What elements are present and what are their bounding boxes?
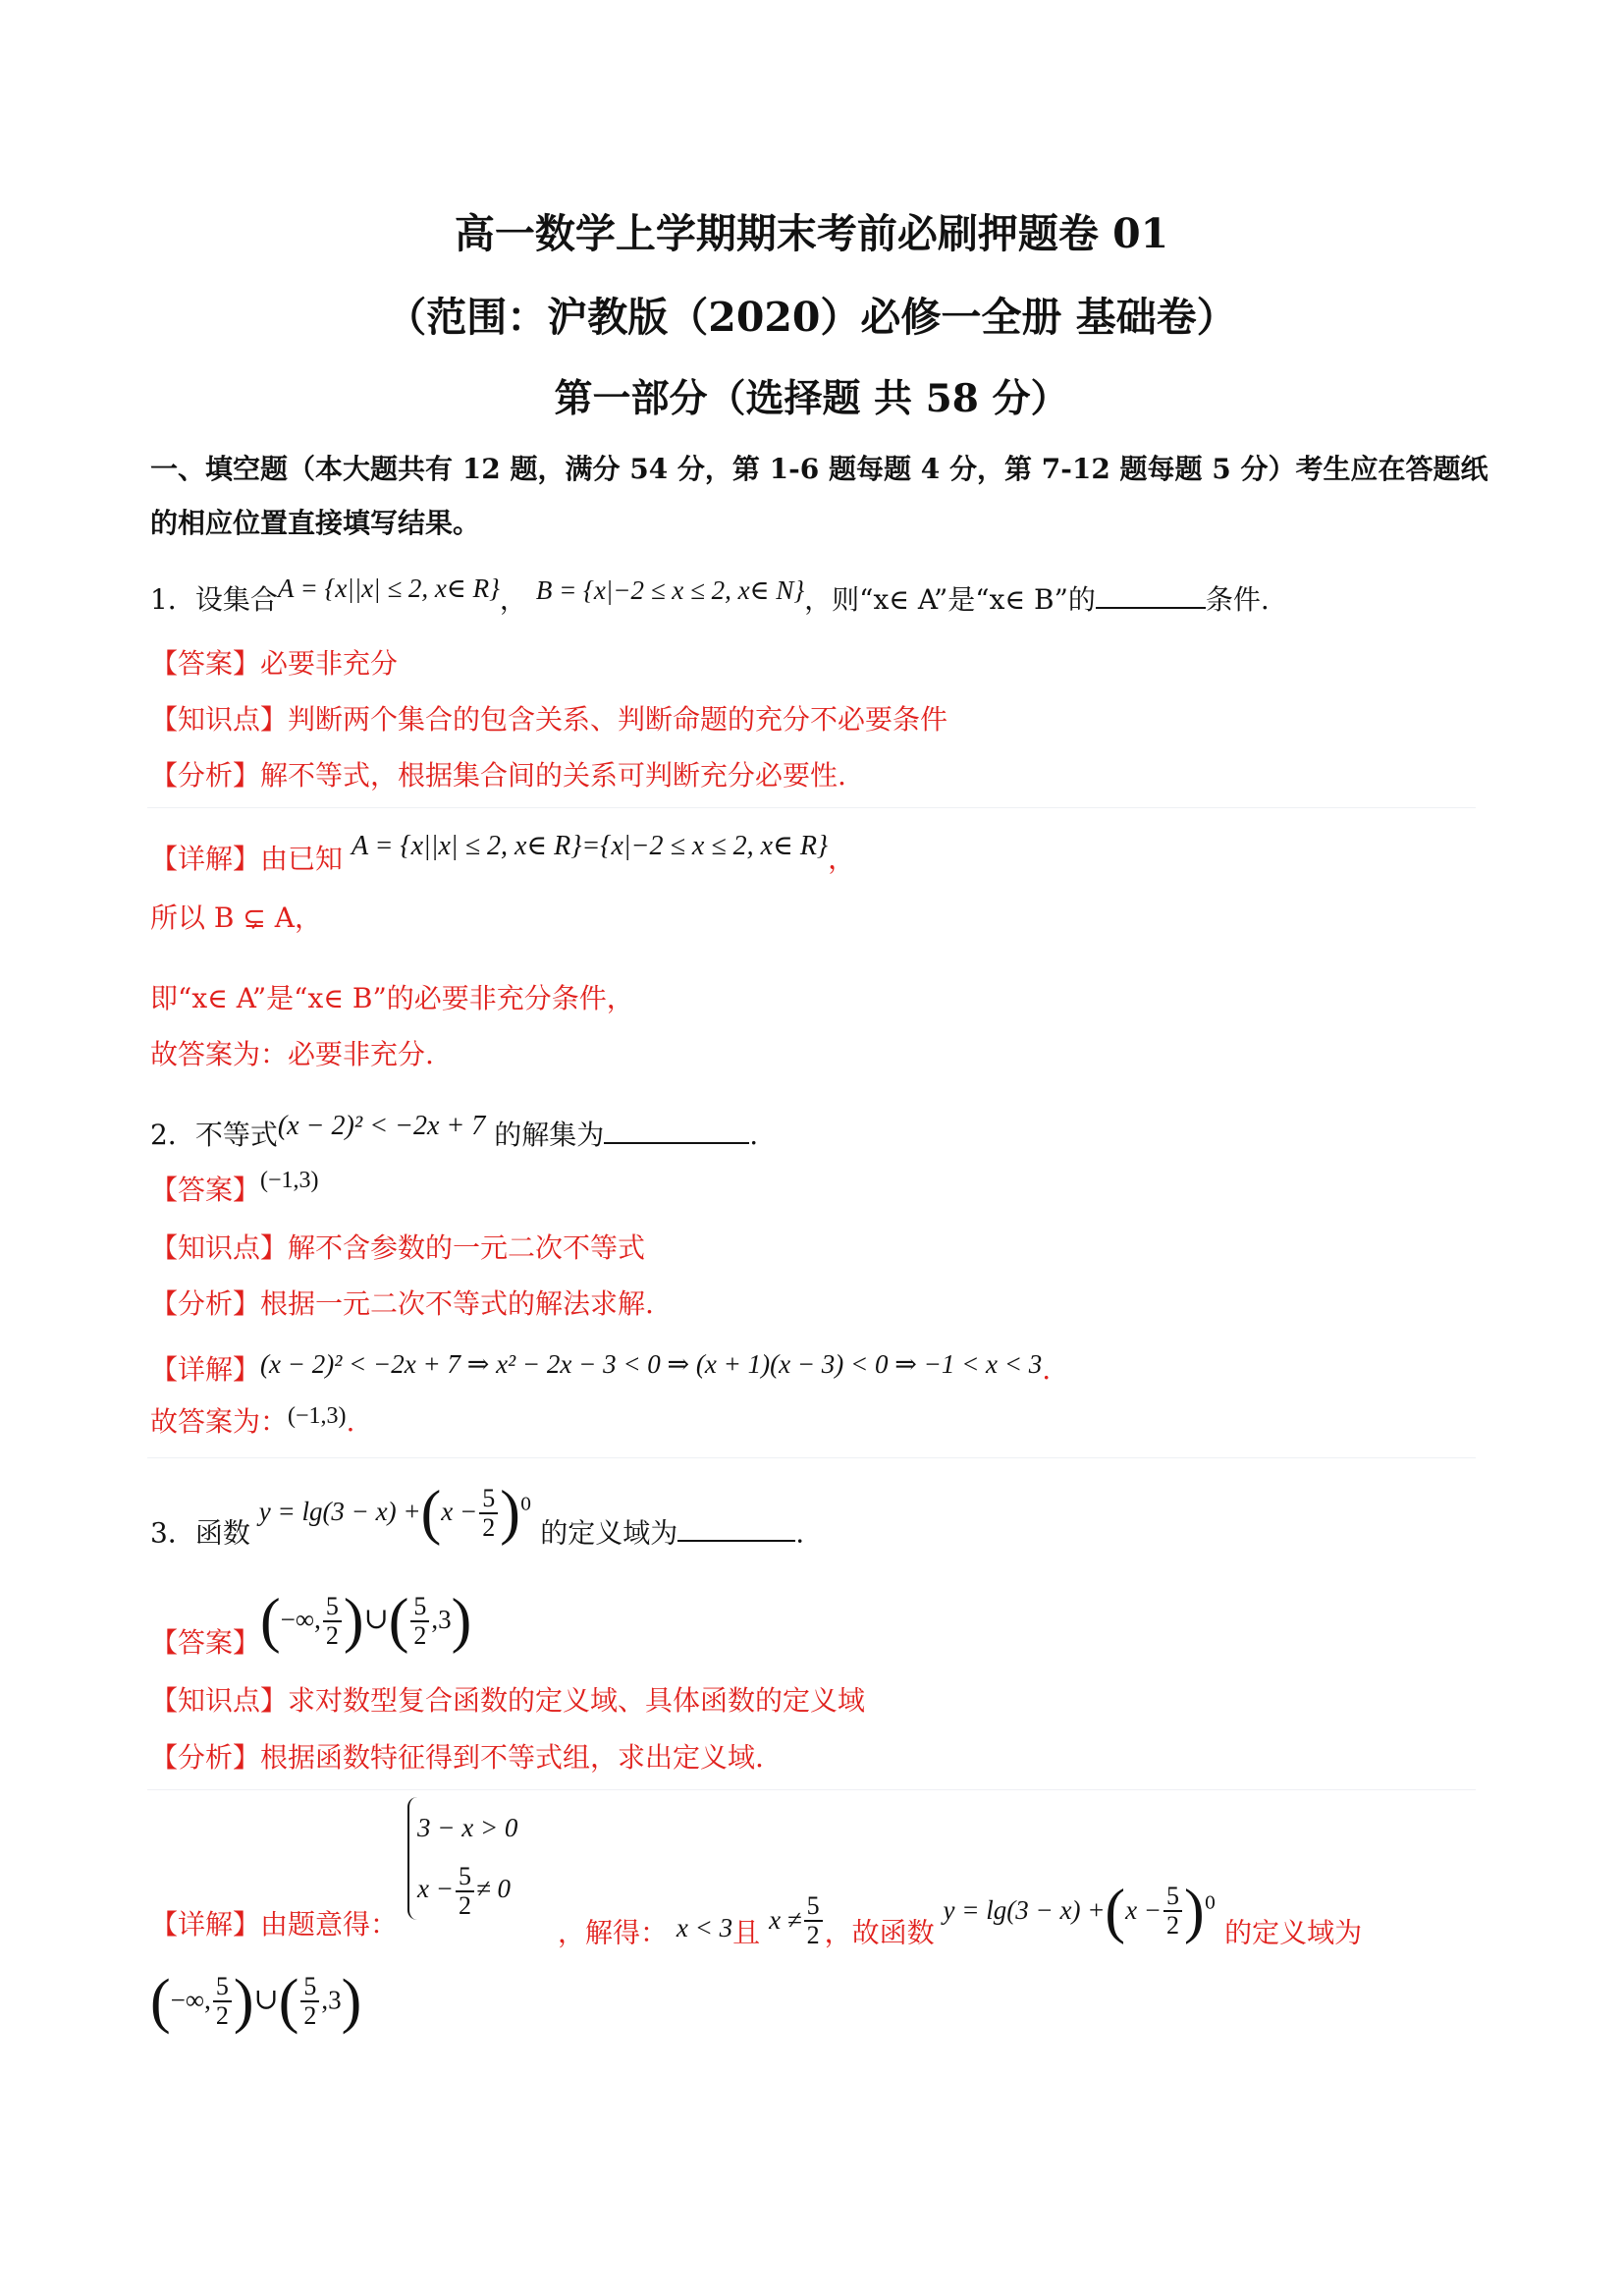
q1-detail-line2: 所以 B ⊊ A， [150,902,322,934]
section-instructions-line1: 一、填空题（本大题共有 12 题，满分 54 分，第 1-6 题每题 4 分，第 7-12 题每题 5 分）考生应在答题纸 [150,453,1488,485]
q2-analysis [150,1285,654,1324]
detail-label: 【详解】 [150,843,261,875]
answer-label: 【答案】 [150,1626,261,1659]
divider [147,1457,1476,1458]
q2-answer-blank [604,1115,749,1144]
q1-prefix: 1．设集合 [150,583,278,616]
q1-detail-math: A = {x||x| ≤ 2, x∈ R}={x|−2 ≤ x ≤ 2, x∈ R} [351,831,829,861]
answer-label: 【答案】 [150,1174,261,1206]
q3-sys-line2-b: ≠ 0 [475,1874,512,1903]
q3-math: y = lg(3 − x) + [258,1497,421,1527]
analysis-label: 【分析】 [150,1741,261,1774]
q1-analysis-text: 解不等式，根据集合间的关系可判断充分必要性. [260,759,846,792]
q1-answer-blank [1096,579,1206,609]
analysis-label: 【分析】 [150,1287,261,1320]
q2-detail-end: . [1042,1353,1052,1386]
q2-final-prefix: 故答案为： [150,1405,289,1438]
question-1 [150,574,1270,620]
q3-detail-prefix: 由题意得： [260,1908,399,1941]
q3-answer-right: 3 [438,1605,452,1634]
q2-knowledge-text: 解不含参数的一元二次不等式 [288,1231,646,1264]
q2-suffix: 的解集为 [494,1119,605,1151]
q3-detail-result: (−∞, $\frac{5}{2}$ )∪( $\frac{5}{2}$ ,3) [150,1968,362,2035]
q3-prefix: 3．函数 [150,1516,250,1550]
page-subtitle: （范围：沪教版（2020）必修一全册 基础卷） [386,294,1237,341]
q1-detail-prefix: 由已知 [260,843,344,875]
q1-knowledge-text: 判断两个集合的包含关系、判断命题的充分不必要条件 [288,703,948,736]
q1-detail-line4: 故答案为：必要非充分. [150,1038,434,1070]
q1-suffix: 条件. [1205,583,1270,616]
q2-final-end: . [346,1405,355,1438]
part-title: 第一部分（选择题 共 58 分） [554,376,1069,421]
question-3: 3．函数 y = lg(3 − x) +(x − $\frac{5}{2}$ )$^0$ 的定义域为 . [150,1479,805,1550]
q1-detail-line3: 即“x∈ A”是“x∈ B”的必要非充分条件， [150,982,634,1014]
q2-knowledge [150,1229,645,1268]
q2-detail [150,1350,1051,1390]
document-page: 高一数学上学期期末考前必刷押题卷 01 （范围：沪教版（2020）必修一全册 基础卷） 第一部分（选择题 共 58 分） 一、填空题（本大题共有 12 题，满分 54 分，第 1-6 题每题 4 分，第 7-12 题每题 5 分）考生应在答题纸 的相应位置直接填写结果。 1．设集合A = {x||x| ≤ 2, x∈ R}， B = {x|−2 ≤ x ≤ 2, x∈ N}，则“x∈ A”是“x∈ B”的 条件. 【答案】必要非充分 【知识点】判断两个集合的包含关系、判断命题的充分不必要条件 【分析】解不等式，根据集合间的关系可判断充分必要性. 【详解】由已知 A = {x||x| ≤ 2, x∈ R}={x|−2 ≤ x ≤ 2, x∈ R}， 所以 B ⊊ A， 即“x∈ A”是“x∈ B”的必要非充分条件， 故答案为：必要非充分. 2．不等式(x − 2)² < −2x + 7 的解集为 . 【答案】(−1,3) 【知识点】解不含参数的一元二次不等式 【分析】根据一元二次不等式的解法求解. 【详解】(x − 2)² < −2x + 7 ⇒ x² − 2x − 3 < 0 ⇒ (x + 1)(x − 3) < 0 ⇒ −1 < x < 3. 故答案为：(−1,3). 3．函数 y = lg(3 − x) +(x − $\frac{5}{2}$ )$^0$ 的定义域为 . 【答案】(−∞, $\frac{5}{2}$ )∪( $\frac{5}{2}$ ,3) 【知识点】求对数型复合函数的定义域、具体函数的定义域 【分析】根据函数特征得到不等式组，求出定义域. 【详解】由题意得： 3 − x > 0 x − $\frac{5}{2}$ ≠ 0 ，解得： x < 3且 x ≠ $\frac{5}{2}$ ，故函数 y = lg(3 − x) +(x − $\frac{5}{2}$ )$^0$ 的定义域为 (−∞, $\frac{5}{2}$ )∪( $\frac{5}{2}$ ,3) [0,0,1623,2296]
knowledge-label: 【知识点】 [150,703,289,736]
divider [147,807,1476,808]
q2-prefix: 2．不等式 [150,1119,278,1151]
detail-label: 【详解】 [150,1908,261,1941]
q2-answer-text: (−1,3) [260,1168,319,1193]
q3-analysis-text: 根据函数特征得到不等式组，求出定义域. [260,1741,764,1774]
q2-final [150,1402,354,1444]
q1-analysis [150,756,846,795]
question-2 [150,1111,759,1156]
q3-answer: 【答案】(−∞, $\frac{5}{2}$ )∪( $\frac{5}{2}$ ,3) [150,1587,472,1659]
q3-answer-left: −∞, [280,1605,321,1634]
q3-detail-x3: x < 3 [676,1912,733,1942]
detail-label: 【详解】 [150,1353,261,1386]
q2-math: (x − 2)² < −2x + 7 [277,1111,486,1141]
q1-detail [150,831,856,880]
q3-sys-line1: 3 − x > 0 [417,1813,518,1842]
q1-answer-text: 必要非充分 [260,647,399,680]
q1-detail-end: ， [828,843,856,875]
q3-detail-and: 且 [732,1916,761,1949]
q3-analysis [150,1738,764,1777]
q3-detail-xne: x ≠ [769,1904,802,1935]
q3-knowledge [150,1681,865,1721]
q1-set-b: B = {x|−2 ≤ x ≤ 2, x∈ N} [535,575,805,605]
q1-set-a: A = {x||x| ≤ 2, x∈ R} [277,574,500,603]
q3-inequality-system: 3 − x > 0 x − $\frac{5}{2}$ ≠ 0 [407,1797,545,1920]
q3-detail-mid2: ，故函数 [824,1916,935,1949]
q1-answer [150,644,398,683]
q2-analysis-text: 根据一元二次不等式的解法求解. [260,1287,654,1320]
q1-comma: ， [499,583,527,616]
q2-detail-math: (x − 2)² < −2x + 7 ⇒ x² − 2x − 3 < 0 ⇒ (x + 1)(x − 3) < 0 ⇒ −1 < x < 3 [260,1349,1043,1379]
q3-answer-blank [677,1512,795,1542]
q1-knowledge [150,700,947,739]
q3-suffix: 的定义域为 [540,1516,678,1550]
section-instructions-line2: 的相应位置直接填写结果。 [150,507,481,539]
q2-answer [150,1168,319,1212]
q3-detail-func: y = lg(3 − x) + [943,1894,1106,1925]
q1-mid: ，则“x∈ A”是“x∈ B”的 [804,583,1096,616]
q3-sys-line2-a: x − [417,1874,454,1903]
q3-knowledge-text: 求对数型复合函数的定义域、具体函数的定义域 [288,1684,866,1717]
q3-detail-mid1: ，解得： [558,1916,669,1949]
q3-math-x: x − [441,1497,478,1527]
q3-fraction: $\frac{5}{2}$ [479,1485,498,1542]
knowledge-label: 【知识点】 [150,1231,289,1264]
page-title: 高一数学上学期期末考前必刷押题卷 01 [454,210,1169,257]
analysis-label: 【分析】 [150,759,261,792]
q3-detail-suffix: 的定义域为 [1224,1916,1363,1949]
q3-end: . [795,1516,805,1550]
q2-final-math: (−1,3) [288,1403,347,1429]
knowledge-label: 【知识点】 [150,1684,289,1717]
answer-label: 【答案】 [150,647,261,680]
divider [147,1789,1476,1790]
q2-end: . [749,1119,759,1151]
